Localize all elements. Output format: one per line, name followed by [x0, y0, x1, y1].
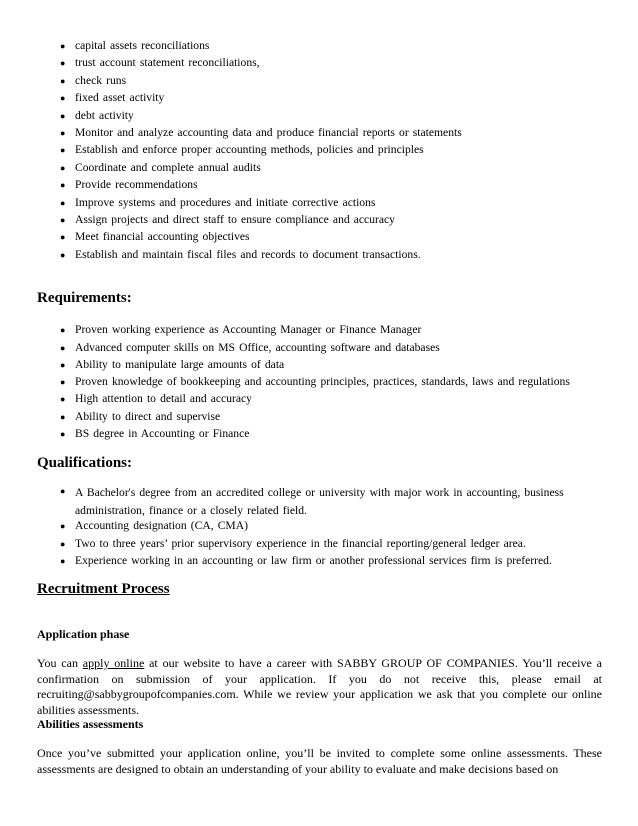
- bullet-icon: ●: [60, 163, 66, 173]
- list-item: ● Monitor and analyze accounting data and produce financial reports or statements: [60, 126, 462, 139]
- list-item: ● High attention to detail and accuracy: [60, 392, 252, 405]
- application-phase-heading: Application phase: [37, 627, 130, 641]
- bullet-icon: ●: [60, 521, 66, 531]
- list-item: ● check runs: [60, 74, 127, 87]
- bullet-icon: ●: [60, 429, 66, 439]
- list-item: ● BS degree in Accounting or Finance: [60, 427, 250, 440]
- list-item: ● Improve systems and procedures and initiate corrective actions: [60, 196, 376, 209]
- bullet-icon: ●: [60, 76, 66, 86]
- list-item: ● Ability to direct and supervise: [60, 410, 221, 423]
- list-item: ● Establish and maintain fiscal files and records to document transactions.: [60, 248, 421, 261]
- list-item: ● Accounting designation (CA, CMA): [60, 519, 248, 532]
- list-item: ● debt activity: [60, 109, 134, 122]
- abilities-assessments-heading: Abilities assessments: [37, 717, 144, 731]
- bullet-icon: ●: [60, 41, 66, 51]
- list-item: ● capital assets reconciliations: [60, 39, 210, 52]
- bullet-icon: ●: [60, 412, 66, 422]
- abilities-paragraph: Once you’ve submitted your application online, you’ll be invited to complete some online assessments. These assessments are designed to obtain an understanding of your ability to evaluate and make decisions based on: [37, 746, 602, 776]
- list-item: ● Assign projects and direct staff to ensure compliance and accuracy: [60, 213, 395, 226]
- list-item: ● Proven working experience as Accounting Manager or Finance Manager: [60, 323, 422, 336]
- bullet-icon: ●: [60, 215, 66, 225]
- bullet-icon: ●: [60, 377, 66, 387]
- bullet-icon: ●: [60, 232, 66, 242]
- bullet-icon: ●: [60, 343, 66, 353]
- list-item: ● Provide recommendations: [60, 178, 198, 191]
- bullet-icon: ●: [60, 250, 66, 260]
- bullet-icon: ●: [60, 58, 66, 68]
- bullet-icon: ●: [60, 111, 66, 121]
- bullet-icon: ●: [60, 128, 66, 138]
- bullet-icon: ●: [60, 394, 66, 404]
- list-item: ● Meet financial accounting objectives: [60, 230, 250, 243]
- bullet-icon: ●: [60, 360, 66, 370]
- bullet-icon: ●: [60, 486, 66, 496]
- bullet-icon: ●: [60, 198, 66, 208]
- list-item: ● Advanced computer skills on MS Office, accounting software and databases: [60, 341, 440, 354]
- list-item: ● Ability to manipulate large amounts of data: [60, 358, 285, 371]
- list-item: ● Coordinate and complete annual audits: [60, 161, 261, 174]
- list-item: ● fixed asset activity: [60, 91, 165, 104]
- list-item: ● trust account statement reconciliations,: [60, 56, 260, 69]
- recruitment-heading: Recruitment Process: [37, 581, 170, 597]
- apply-online-link[interactable]: apply online: [82, 656, 145, 670]
- requirements-heading: Requirements:: [37, 290, 132, 306]
- list-item: ● Two to three years’ prior supervisory experience in the financial reporting/general ledger area.: [60, 537, 526, 550]
- qualifications-heading: Qualifications:: [37, 455, 133, 471]
- list-item: ● Proven knowledge of bookkeeping and accounting principles, practices, standards, laws and regulations: [60, 375, 570, 388]
- bullet-icon: ●: [60, 556, 66, 566]
- bullet-icon: ●: [60, 93, 66, 103]
- bullet-icon: ●: [60, 539, 66, 549]
- list-item: ● A Bachelor's degree from an accredited college or university with major work in accounting, business administration, finance or a closely related field.: [60, 486, 564, 517]
- list-item: ● Establish and enforce proper accounting methods, policies and principles: [60, 143, 424, 156]
- bullet-icon: ●: [60, 325, 66, 335]
- bullet-icon: ●: [60, 145, 66, 155]
- list-item: ● Experience working in an accounting or law firm or another professional services firm is preferred.: [60, 554, 552, 567]
- bullet-icon: ●: [60, 180, 66, 190]
- application-paragraph: You can apply online at our website to have a career with SABBY GROUP OF COMPANIES. You’ll receive a confirmation on submission of your application. If you do not receive this, please email at recruiting@sabbygroupofcompanies.com. While we review your application we ask that you complete our online abilities assessments.: [37, 656, 602, 717]
